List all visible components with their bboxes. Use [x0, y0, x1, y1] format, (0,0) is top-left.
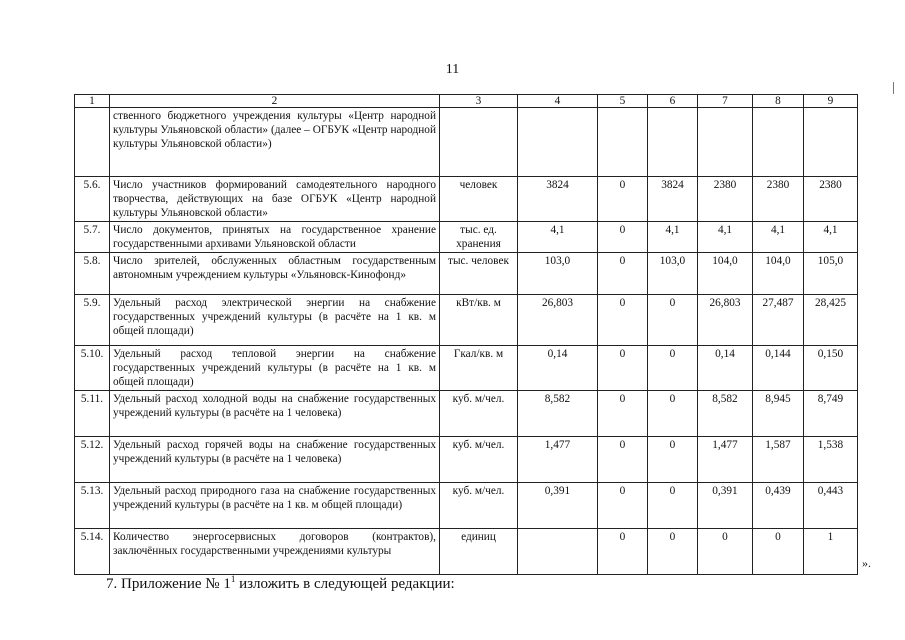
table-row [75, 253, 858, 295]
row-number: 5.8. [75, 253, 110, 295]
header-cell: 6 [648, 95, 698, 108]
table-row [75, 437, 858, 483]
indicator-name: Число участников формирований самодеятельного народного творчества, действующих на базе ОГБУК «Центр народной культуры Ульяновской области» [110, 177, 440, 222]
value-cell: 0,439 [753, 483, 804, 529]
indicator-name: ственного бюджетного учреждения культуры «Центр народной культуры Ульяновской области» (далее – ОГБУК «Центр народной культуры Ульяновской области») [110, 108, 440, 177]
value-cell: 1,477 [518, 437, 598, 483]
indicators-table [74, 94, 858, 575]
value-cell: 0 [598, 222, 648, 253]
value-cell: 0 [598, 483, 648, 529]
value-cell: 8,582 [518, 391, 598, 437]
row-number: 5.9. [75, 295, 110, 346]
indicator-name: Удельный расход тепловой энергии на снабжение государственных учреждений культуры (в расчёте на 1 кв. м общей площади) [110, 346, 440, 391]
unit-cell: единиц [440, 529, 518, 575]
unit-cell: тыс. ед. хранения [440, 222, 518, 253]
indicator-name: Удельный расход природного газа на снабжение государственных учреждений культуры (в расчёте на 1 кв. м общей площади) [110, 483, 440, 529]
header-cell: 9 [804, 95, 858, 108]
value-cell: 3824 [518, 177, 598, 222]
row-number: 5.12. [75, 437, 110, 483]
unit-cell: тыс. человек [440, 253, 518, 295]
indicator-name: Удельный расход горячей воды на снабжение государственных учреждений культуры (в расчёте на 1 человека) [110, 437, 440, 483]
row-number: 5.10. [75, 346, 110, 391]
value-cell: 2380 [753, 177, 804, 222]
page-number: 11 [445, 62, 460, 77]
table-row [75, 483, 858, 529]
unit-cell: кВт/кв. м [440, 295, 518, 346]
value-cell: 0 [698, 529, 753, 575]
unit-cell [440, 108, 518, 177]
value-cell: 1,587 [753, 437, 804, 483]
value-cell [753, 108, 804, 177]
unit-cell: куб. м/чел. [440, 483, 518, 529]
value-cell: 1,538 [804, 437, 858, 483]
table-row [75, 108, 858, 177]
indicator-name: Число документов, принятых на государственное хранение государственными архивами Ульяновской области [110, 222, 440, 253]
scan-edge-mark [893, 82, 894, 94]
value-cell [518, 529, 598, 575]
value-cell: 4,1 [518, 222, 598, 253]
value-cell: 26,803 [698, 295, 753, 346]
value-cell: 0 [648, 437, 698, 483]
value-cell: 0 [753, 529, 804, 575]
value-cell: 0,14 [698, 346, 753, 391]
value-cell: 0 [648, 391, 698, 437]
header-cell: 7 [698, 95, 753, 108]
value-cell: 0 [648, 346, 698, 391]
value-cell: 0,443 [804, 483, 858, 529]
table-row [75, 346, 858, 391]
indicator-name: Количество энергосервисных договоров (контрактов), заключённых государственными учреждениями культуры [110, 529, 440, 575]
value-cell: 8,749 [804, 391, 858, 437]
value-cell: 4,1 [753, 222, 804, 253]
value-cell [518, 108, 598, 177]
indicator-name: Удельный расход холодной воды на снабжение государственных учреждений культуры (в расчёте на 1 человека) [110, 391, 440, 437]
row-number: 5.11. [75, 391, 110, 437]
closing-quote: ». [862, 556, 871, 570]
value-cell: 0,144 [753, 346, 804, 391]
unit-cell: куб. м/чел. [440, 391, 518, 437]
header-cell: 1 [75, 95, 110, 108]
value-cell: 1,477 [698, 437, 753, 483]
value-cell: 26,803 [518, 295, 598, 346]
value-cell: 1 [804, 529, 858, 575]
value-cell: 0,391 [518, 483, 598, 529]
value-cell: 105,0 [804, 253, 858, 295]
value-cell: 0 [648, 529, 698, 575]
table-body [75, 95, 858, 575]
amendment-text [106, 574, 455, 593]
unit-cell: человек [440, 177, 518, 222]
row-number [75, 108, 110, 177]
value-cell: 8,582 [698, 391, 753, 437]
table-row [75, 391, 858, 437]
value-cell: 0 [648, 483, 698, 529]
value-cell: 103,0 [518, 253, 598, 295]
header-cell: 8 [753, 95, 804, 108]
value-cell: 27,487 [753, 295, 804, 346]
indicator-name: Удельный расход электрической энергии на снабжение государственных учреждений культуры (в расчёте на 1 кв. м общей площади) [110, 295, 440, 346]
value-cell: 103,0 [648, 253, 698, 295]
value-cell: 3824 [648, 177, 698, 222]
value-cell: 28,425 [804, 295, 858, 346]
unit-cell: Гкал/кв. м [440, 346, 518, 391]
value-cell: 0,391 [698, 483, 753, 529]
value-cell [804, 108, 858, 177]
amendment-superscript: 1 [230, 574, 236, 584]
value-cell: 8,945 [753, 391, 804, 437]
amendment-text-main: 7. Приложение № 1 [106, 576, 231, 592]
table-header-row [75, 95, 858, 108]
header-cell: 4 [518, 95, 598, 108]
value-cell: 0 [598, 177, 648, 222]
value-cell: 0,150 [804, 346, 858, 391]
value-cell: 0 [648, 295, 698, 346]
value-cell [698, 108, 753, 177]
row-number: 5.7. [75, 222, 110, 253]
value-cell: 0 [598, 529, 648, 575]
amendment-text-rest: изложить в следующей редакции: [235, 576, 455, 592]
header-cell: 5 [598, 95, 648, 108]
value-cell: 2380 [698, 177, 753, 222]
header-cell: 3 [440, 95, 518, 108]
unit-cell: куб. м/чел. [440, 437, 518, 483]
value-cell: 0 [598, 253, 648, 295]
row-number: 5.14. [75, 529, 110, 575]
value-cell: 0 [598, 391, 648, 437]
row-number: 5.6. [75, 177, 110, 222]
value-cell: 0 [598, 346, 648, 391]
value-cell: 104,0 [753, 253, 804, 295]
indicator-name: Число зрителей, обслуженных областным государственным автономным учреждением культуры «Ульяновск-Кинофонд» [110, 253, 440, 295]
value-cell: 0,14 [518, 346, 598, 391]
value-cell: 4,1 [648, 222, 698, 253]
table-row [75, 295, 858, 346]
value-cell: 0 [598, 437, 648, 483]
row-number: 5.13. [75, 483, 110, 529]
value-cell: 4,1 [698, 222, 753, 253]
table-row [75, 529, 858, 575]
value-cell: 2380 [804, 177, 858, 222]
value-cell [648, 108, 698, 177]
value-cell: 0 [598, 295, 648, 346]
table-row [75, 222, 858, 253]
value-cell: 104,0 [698, 253, 753, 295]
value-cell: 4,1 [804, 222, 858, 253]
value-cell [598, 108, 648, 177]
header-cell: 2 [110, 95, 440, 108]
table-row [75, 177, 858, 222]
